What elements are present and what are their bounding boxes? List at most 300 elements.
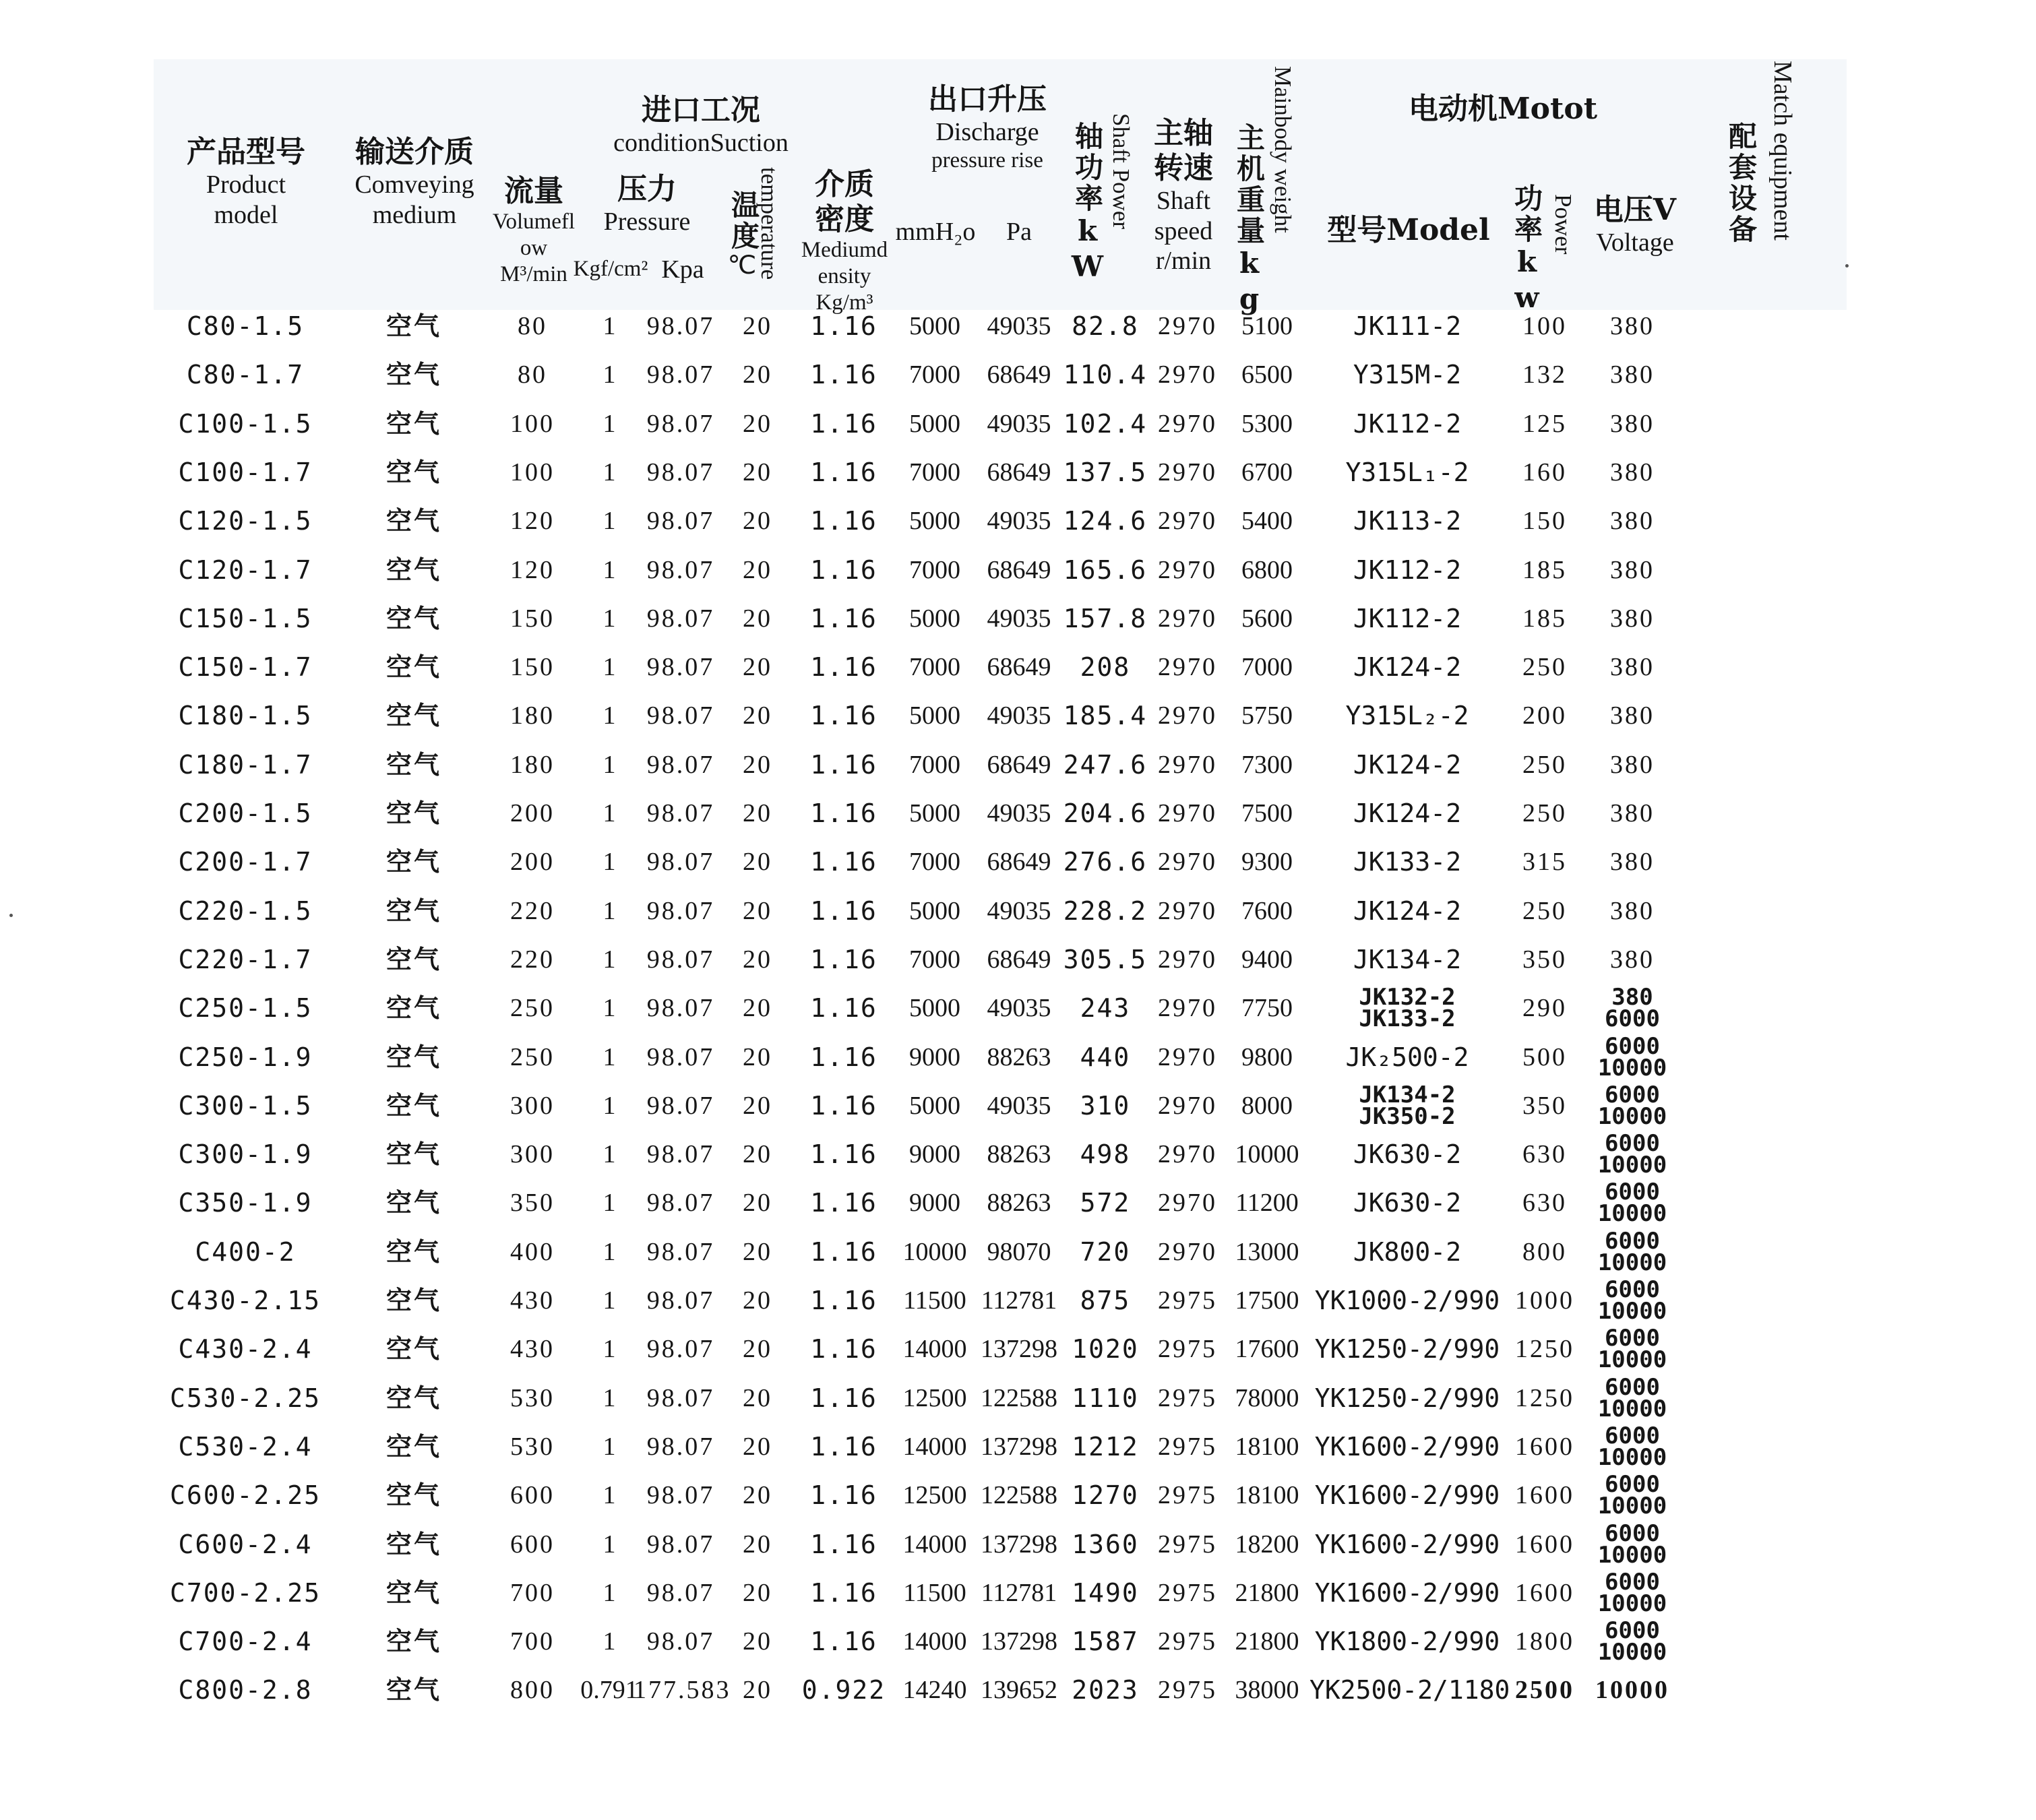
- cell-voltage: [1582, 1033, 1683, 1081]
- cell-discharge-pa: 88263: [987, 1140, 1051, 1168]
- table-row: [0, 1422, 2036, 1471]
- cell-shaft-speed: 2970: [1158, 945, 1217, 974]
- cell-weight: 10000: [1235, 1140, 1299, 1168]
- cell-flow: 800: [510, 1676, 555, 1704]
- cell-medium: 空气: [385, 1090, 441, 1121]
- cell-temperature: 20: [743, 848, 772, 876]
- cell-pressure-kgf: 1: [603, 410, 616, 438]
- cell-pressure-kgf: 1: [603, 751, 616, 779]
- cell-discharge-pa: 139652: [981, 1676, 1057, 1704]
- cell-pressure-kpa: 98.07: [646, 1140, 715, 1168]
- cell-voltage-line: 6000: [1605, 1520, 1660, 1547]
- cell-temperature: 20: [743, 312, 772, 340]
- table-row: [0, 1033, 2036, 1081]
- cell-flow: 100: [510, 410, 555, 438]
- header-product-model-cn: 产品型号: [187, 135, 305, 169]
- cell-flow: 200: [510, 848, 555, 876]
- table-row: [0, 546, 2036, 594]
- cell-shaft-speed: 2970: [1158, 994, 1217, 1022]
- cell-medium: 空气: [385, 798, 441, 828]
- cell-temperature: 20: [743, 945, 772, 974]
- cell-shaft-power: 102.4: [1063, 409, 1148, 439]
- cell-model: C100-1.7: [178, 458, 313, 487]
- cell-medium: 空气: [385, 700, 441, 730]
- table-row: [0, 935, 2036, 984]
- cell-pressure-kpa: 98.07: [646, 1530, 715, 1559]
- cell-shaft-speed: 2970: [1158, 653, 1217, 681]
- cell-weight: 7300: [1241, 751, 1293, 779]
- table-row: [0, 1228, 2036, 1276]
- cell-density: 1.16: [810, 360, 877, 389]
- cell-shaft-speed: 2975: [1158, 1384, 1217, 1412]
- cell-density: 1.16: [810, 1237, 877, 1267]
- header-inlet-condition: [580, 93, 822, 158]
- cell-discharge-mmh2o: 5000: [909, 1092, 960, 1120]
- cell-voltage: [1582, 1325, 1683, 1373]
- cell-discharge-pa: 137298: [981, 1433, 1057, 1461]
- header-density: [794, 167, 895, 316]
- cell-discharge-pa: 49035: [987, 994, 1051, 1022]
- cell-weight: 9300: [1241, 848, 1293, 876]
- cell-pressure-kgf: 1: [603, 994, 616, 1022]
- cell-medium: 空气: [385, 1480, 441, 1510]
- cell-density: 1.16: [810, 1578, 877, 1608]
- cell-discharge-mmh2o: 7000: [909, 556, 960, 584]
- cell-motor-power: 500: [1522, 1043, 1567, 1071]
- cell-temperature: 20: [743, 1335, 772, 1363]
- cell-pressure-kpa: 98.07: [646, 1579, 715, 1607]
- cell-weight: 7500: [1241, 799, 1293, 827]
- cell-discharge-mmh2o: 12500: [902, 1481, 967, 1509]
- cell-medium: 空气: [385, 652, 441, 682]
- cell-pressure-kgf: 1: [603, 848, 616, 876]
- cell-voltage-line: 10000: [1597, 1055, 1667, 1081]
- cell-motor-model: JK630-2: [1353, 1139, 1462, 1169]
- cell-shaft-speed: 2975: [1158, 1530, 1217, 1559]
- cell-voltage-line: 10000: [1597, 1346, 1667, 1373]
- cell-motor-power: 1600: [1515, 1481, 1574, 1509]
- cell-medium: 空气: [385, 359, 441, 389]
- cell-motor-model: YK1600-2/990: [1314, 1432, 1500, 1462]
- cell-pressure-kgf: 1: [603, 1189, 616, 1217]
- cell-shaft-power: 124.6: [1063, 506, 1148, 536]
- cell-density: 1.16: [810, 1286, 877, 1315]
- header-pressure-en: Pressure: [603, 207, 691, 236]
- cell-discharge-pa: 122588: [981, 1384, 1057, 1412]
- cell-density: 1.16: [810, 896, 877, 926]
- cell-shaft-speed: 2970: [1158, 1043, 1217, 1071]
- cell-flow: 180: [510, 751, 555, 779]
- cell-medium: 空气: [385, 896, 441, 926]
- cell-pressure-kgf: 1: [603, 1384, 616, 1412]
- cell-weight: 6800: [1241, 556, 1293, 584]
- cell-flow: 80: [518, 360, 547, 389]
- cell-flow: 600: [510, 1481, 555, 1509]
- cell-pressure-kgf: 0.791: [580, 1676, 638, 1704]
- cell-discharge-mmh2o: 14000: [902, 1627, 967, 1656]
- cell-temperature: 20: [743, 994, 772, 1022]
- cell-density: 1.16: [810, 701, 877, 730]
- cell-flow: 120: [510, 507, 555, 535]
- header-motor-model: 型号Model: [1327, 213, 1490, 247]
- cell-voltage: [1582, 1179, 1683, 1227]
- header-voltage: [1588, 193, 1682, 258]
- table-row: [0, 1276, 2036, 1325]
- cell-pressure-kpa: 98.07: [646, 410, 715, 438]
- table-row: [0, 448, 2036, 497]
- cell-motor-model: JK112-2: [1353, 604, 1462, 633]
- cell-voltage: 380: [1610, 751, 1655, 779]
- cell-motor-model: JK124-2: [1353, 750, 1462, 780]
- cell-medium: 空气: [385, 408, 441, 439]
- cell-model: C430-2.4: [178, 1334, 313, 1364]
- cell-weight: 7750: [1241, 994, 1293, 1022]
- cell-voltage: 380: [1610, 360, 1655, 389]
- cell-medium: 空气: [385, 1236, 441, 1267]
- cell-pressure-kpa: 98.07: [646, 1627, 715, 1656]
- cell-voltage: 380: [1610, 410, 1655, 438]
- header-medium-cn: 输送介质: [355, 135, 474, 169]
- cell-model: C700-2.25: [170, 1578, 321, 1608]
- cell-voltage-line: 10000: [1597, 1298, 1667, 1325]
- cell-model: C120-1.7: [178, 555, 313, 585]
- cell-model: C220-1.5: [178, 896, 313, 926]
- cell-motor-power: 2500: [1515, 1676, 1574, 1704]
- cell-temperature: 20: [743, 458, 772, 487]
- cell-weight: 7600: [1241, 897, 1293, 925]
- cell-shaft-power: 82.8: [1072, 311, 1139, 341]
- table-row: [0, 789, 2036, 838]
- cell-model: C100-1.5: [178, 409, 313, 439]
- cell-discharge-pa: 68649: [987, 945, 1051, 974]
- cell-medium: 空气: [385, 1577, 441, 1608]
- cell-weight: 5750: [1241, 701, 1293, 730]
- cell-medium: 空气: [385, 603, 441, 633]
- cell-medium: 空气: [385, 1431, 441, 1462]
- cell-shaft-speed: 2970: [1158, 1092, 1217, 1120]
- cell-pressure-kgf: 1: [603, 1627, 616, 1656]
- cell-voltage-line: 10000: [1597, 1152, 1667, 1179]
- cell-model: C250-1.9: [178, 1042, 313, 1072]
- cell-model: C600-2.25: [170, 1480, 321, 1510]
- cell-motor-power: 350: [1522, 1092, 1567, 1120]
- cell-shaft-speed: 2970: [1158, 1140, 1217, 1168]
- cell-density: 1.16: [810, 506, 877, 536]
- table-row: [0, 1666, 2036, 1714]
- cell-pressure-kgf: 1: [603, 556, 616, 584]
- cell-discharge-mmh2o: 7000: [909, 848, 960, 876]
- cell-discharge-mmh2o: 5000: [909, 312, 960, 340]
- cell-shaft-power: 1360: [1072, 1530, 1139, 1559]
- cell-motor-power: 630: [1522, 1140, 1567, 1168]
- table-row: [0, 643, 2036, 691]
- cell-motor-power: 800: [1522, 1238, 1567, 1266]
- table-row: [0, 984, 2036, 1032]
- header-speed-cn1: 主轴: [1154, 116, 1213, 150]
- cell-voltage-line: 6000: [1605, 1228, 1660, 1255]
- cell-weight: 18200: [1235, 1530, 1299, 1559]
- header-temp-en: temperature: [756, 167, 782, 280]
- cell-pressure-kpa: 98.07: [646, 1286, 715, 1315]
- cell-shaft-power: 1490: [1072, 1578, 1139, 1608]
- cell-pressure-kpa: 98.07: [646, 556, 715, 584]
- cell-pressure-kgf: 1: [603, 1286, 616, 1315]
- header-temp-cn: 温度: [727, 190, 760, 252]
- cell-voltage: 380: [1610, 945, 1655, 974]
- cell-voltage-line: 10000: [1597, 1395, 1667, 1422]
- header-density-en2: ensity: [818, 263, 871, 288]
- cell-medium: 空气: [385, 1626, 441, 1656]
- cell-flow: 200: [510, 799, 555, 827]
- cell-voltage-line: 10000: [1597, 1542, 1667, 1569]
- cell-flow: 400: [510, 1238, 555, 1266]
- cell-motor-power: 185: [1522, 604, 1567, 633]
- cell-weight: 5100: [1241, 312, 1293, 340]
- cell-motor-power: 315: [1522, 848, 1567, 876]
- header-density-cn1: 介质: [815, 167, 874, 201]
- cell-shaft-power: 1587: [1072, 1627, 1139, 1656]
- cell-discharge-mmh2o: 14240: [902, 1676, 967, 1704]
- cell-motor-power: 1250: [1515, 1384, 1574, 1412]
- cell-motor-model: JK124-2: [1353, 652, 1462, 682]
- cell-weight: 21800: [1235, 1579, 1299, 1607]
- cell-motor-power: 185: [1522, 556, 1567, 584]
- cell-shaft-speed: 2975: [1158, 1627, 1217, 1656]
- header-medium: [337, 135, 492, 230]
- cell-motor-model: YK1000-2/990: [1314, 1286, 1500, 1315]
- cell-shaft-power: 1212: [1072, 1432, 1139, 1462]
- cell-model: C150-1.5: [178, 604, 313, 633]
- cell-voltage: [1582, 1276, 1683, 1325]
- cell-pressure-kgf: 1: [603, 945, 616, 974]
- table-row: [0, 594, 2036, 643]
- cell-shaft-power: 305.5: [1063, 945, 1148, 974]
- header-speed-en2: speed: [1154, 216, 1213, 245]
- cell-model: C80-1.7: [186, 360, 305, 389]
- cell-density: 1.16: [810, 1091, 877, 1121]
- cell-medium: 空气: [385, 1285, 441, 1315]
- cell-density: 1.16: [810, 750, 877, 780]
- header-weight-en: Mainbody weight: [1270, 66, 1296, 233]
- cell-shaft-power: 157.8: [1063, 604, 1148, 633]
- header-product-model-en1: Product: [206, 170, 286, 199]
- cell-voltage-line: 10000: [1597, 1103, 1667, 1130]
- table-row: [0, 1130, 2036, 1179]
- cell-voltage: [1582, 1617, 1683, 1666]
- cell-discharge-pa: 112781: [981, 1579, 1057, 1607]
- header-discharge-cn: 出口升压: [928, 82, 1047, 117]
- header-flow-en1: Volumefl: [492, 209, 576, 234]
- cell-motor-model: YK2500-2/1180: [1309, 1675, 1510, 1705]
- cell-temperature: 20: [743, 1286, 772, 1315]
- cell-motor-power: 1250: [1515, 1335, 1574, 1363]
- cell-model: C300-1.5: [178, 1091, 313, 1121]
- cell-discharge-mmh2o: 14000: [902, 1433, 967, 1461]
- cell-motor-power: 160: [1522, 458, 1567, 487]
- cell-discharge-pa: 49035: [987, 799, 1051, 827]
- cell-model: C530-2.4: [178, 1432, 313, 1462]
- cell-discharge-mmh2o: 5000: [909, 897, 960, 925]
- header-speed-unit: r/min: [1155, 247, 1212, 276]
- cell-flow: 300: [510, 1140, 555, 1168]
- header-match-cn: 配套设备: [1725, 121, 1758, 245]
- header-density-cn2: 密度: [815, 201, 874, 237]
- header-discharge-en2: pressure rise: [931, 148, 1043, 172]
- cell-shaft-speed: 2970: [1158, 458, 1217, 487]
- cell-medium: 空气: [385, 749, 441, 780]
- cell-voltage-line: 6000: [1605, 1374, 1660, 1401]
- header-temp-unit: ℃: [727, 251, 757, 280]
- cell-pressure-kgf: 1: [603, 360, 616, 389]
- cell-pressure-kpa: 98.07: [646, 1335, 715, 1363]
- cell-voltage-line: 6000: [1605, 1471, 1660, 1498]
- cell-motor-model-line: JK350-2: [1359, 1103, 1456, 1130]
- cell-density: 1.16: [810, 1334, 877, 1364]
- cell-temperature: 20: [743, 1043, 772, 1071]
- cell-model: C180-1.5: [178, 701, 313, 730]
- cell-shaft-speed: 2970: [1158, 848, 1217, 876]
- header-density-unit: Kg/m³: [815, 290, 873, 315]
- cell-medium: 空气: [385, 457, 441, 487]
- cell-motor-power: 290: [1522, 994, 1567, 1022]
- cell-pressure-kpa: 98.07: [646, 751, 715, 779]
- cell-discharge-pa: 68649: [987, 556, 1051, 584]
- cell-discharge-mmh2o: 5000: [909, 410, 960, 438]
- header-match-en: Match equipment: [1768, 61, 1797, 241]
- cell-shaft-speed: 2970: [1158, 507, 1217, 535]
- cell-motor-power: 100: [1522, 312, 1567, 340]
- cell-temperature: 20: [743, 897, 772, 925]
- cell-density: 1.16: [810, 945, 877, 974]
- cell-model: C530-2.25: [170, 1383, 321, 1413]
- cell-motor-model: [1309, 1081, 1505, 1130]
- header-product-model: [168, 135, 323, 230]
- cell-weight: 9800: [1241, 1043, 1293, 1071]
- cell-shaft-power: 165.6: [1063, 555, 1148, 585]
- cell-shaft-power: 276.6: [1063, 847, 1148, 877]
- table-row: [0, 497, 2036, 545]
- cell-flow: 700: [510, 1579, 555, 1607]
- cell-voltage-line: 10000: [1597, 1590, 1667, 1617]
- cell-discharge-pa: 137298: [981, 1530, 1057, 1559]
- cell-shaft-speed: 2975: [1158, 1481, 1217, 1509]
- cell-pressure-kpa: 98.07: [646, 1433, 715, 1461]
- cell-temperature: 20: [743, 751, 772, 779]
- cell-shaft-power: 247.6: [1063, 750, 1148, 780]
- cell-model: C250-1.5: [178, 993, 313, 1023]
- table-row: [0, 691, 2036, 740]
- cell-density: 1.16: [810, 1188, 877, 1218]
- cell-pressure-kpa: 98.07: [646, 360, 715, 389]
- cell-density: 1.16: [810, 409, 877, 439]
- cell-motor-model: YK1600-2/990: [1314, 1578, 1500, 1608]
- cell-motor-model: JK133-2: [1353, 847, 1462, 877]
- cell-temperature: 20: [743, 604, 772, 633]
- header-medium-en2: medium: [372, 200, 457, 229]
- cell-medium: 空气: [385, 944, 441, 974]
- cell-motor-power: 250: [1522, 751, 1567, 779]
- cell-weight: 5400: [1241, 507, 1293, 535]
- cell-weight: 5300: [1241, 410, 1293, 438]
- cell-discharge-mmh2o: 12500: [902, 1384, 967, 1412]
- cell-temperature: 20: [743, 653, 772, 681]
- header-discharge-en1: Discharge: [935, 117, 1039, 146]
- cell-voltage: 380: [1610, 312, 1655, 340]
- table-row: [0, 1179, 2036, 1227]
- cell-pressure-kpa: 98.07: [646, 1384, 715, 1412]
- cell-shaft-power: 2023: [1072, 1675, 1139, 1705]
- cell-flow: 220: [510, 945, 555, 974]
- cell-medium: 空气: [385, 1674, 441, 1705]
- cell-flow: 100: [510, 458, 555, 487]
- cell-shaft-speed: 2970: [1158, 897, 1217, 925]
- cell-pressure-kpa: 98.07: [646, 312, 715, 340]
- cell-motor-model: JK112-2: [1353, 409, 1462, 439]
- cell-temperature: 20: [743, 1579, 772, 1607]
- cell-motor-model: JK112-2: [1353, 555, 1462, 585]
- cell-voltage: [1582, 1520, 1683, 1569]
- cell-motor-power: 1600: [1515, 1579, 1574, 1607]
- cell-shaft-power: 310: [1080, 1091, 1131, 1121]
- cell-density: 1.16: [810, 993, 877, 1023]
- cell-weight: 17600: [1235, 1335, 1299, 1363]
- header-discharge-unit2: Pa: [1006, 218, 1032, 246]
- cell-pressure-kpa: 98.07: [646, 458, 715, 487]
- table-row: [0, 1471, 2036, 1519]
- cell-medium: 空气: [385, 1333, 441, 1364]
- cell-pressure-kgf: 1: [603, 653, 616, 681]
- cell-density: 1.16: [810, 1627, 877, 1656]
- cell-discharge-mmh2o: 9000: [909, 1043, 960, 1071]
- cell-pressure-kgf: 1: [603, 1481, 616, 1509]
- cell-weight: 9400: [1241, 945, 1293, 974]
- cell-motor-power: 250: [1522, 897, 1567, 925]
- header-pressure-unit2: Kpa: [661, 255, 704, 284]
- cell-pressure-kpa: 177.583: [634, 1676, 731, 1704]
- cell-voltage: [1582, 1228, 1683, 1276]
- cell-weight: 6500: [1241, 360, 1293, 389]
- cell-voltage: 380: [1610, 897, 1655, 925]
- cell-pressure-kgf: 1: [603, 507, 616, 535]
- cell-voltage: [1582, 1081, 1683, 1130]
- cell-density: 1.16: [810, 1530, 877, 1559]
- cell-model: C150-1.7: [178, 652, 313, 682]
- cell-voltage: [1582, 1422, 1683, 1471]
- cell-shaft-speed: 2970: [1158, 751, 1217, 779]
- cell-pressure-kgf: 1: [603, 1092, 616, 1120]
- cell-temperature: 20: [743, 1530, 772, 1559]
- cell-model: C80-1.5: [186, 311, 305, 341]
- cell-density: 1.16: [810, 1432, 877, 1462]
- cell-temperature: 20: [743, 507, 772, 535]
- cell-motor-power: 150: [1522, 507, 1567, 535]
- cell-voltage-line: 10000: [1597, 1493, 1667, 1519]
- cell-shaft-speed: 2970: [1158, 1189, 1217, 1217]
- cell-voltage-line: 10000: [1597, 1444, 1667, 1471]
- cell-density: 1.16: [810, 1480, 877, 1510]
- cell-discharge-pa: 49035: [987, 897, 1051, 925]
- header-medium-en1: Comveying: [354, 170, 474, 199]
- cell-density: 1.16: [810, 311, 877, 341]
- cell-pressure-kpa: 98.07: [646, 848, 715, 876]
- cell-model: C120-1.5: [178, 506, 313, 536]
- cell-weight: 11200: [1235, 1189, 1299, 1217]
- cell-discharge-mmh2o: 14000: [902, 1335, 967, 1363]
- cell-shaft-power: 228.2: [1063, 896, 1148, 926]
- cell-voltage: 380: [1610, 653, 1655, 681]
- cell-shaft-power: 720: [1080, 1237, 1131, 1267]
- cell-discharge-pa: 68649: [987, 458, 1051, 487]
